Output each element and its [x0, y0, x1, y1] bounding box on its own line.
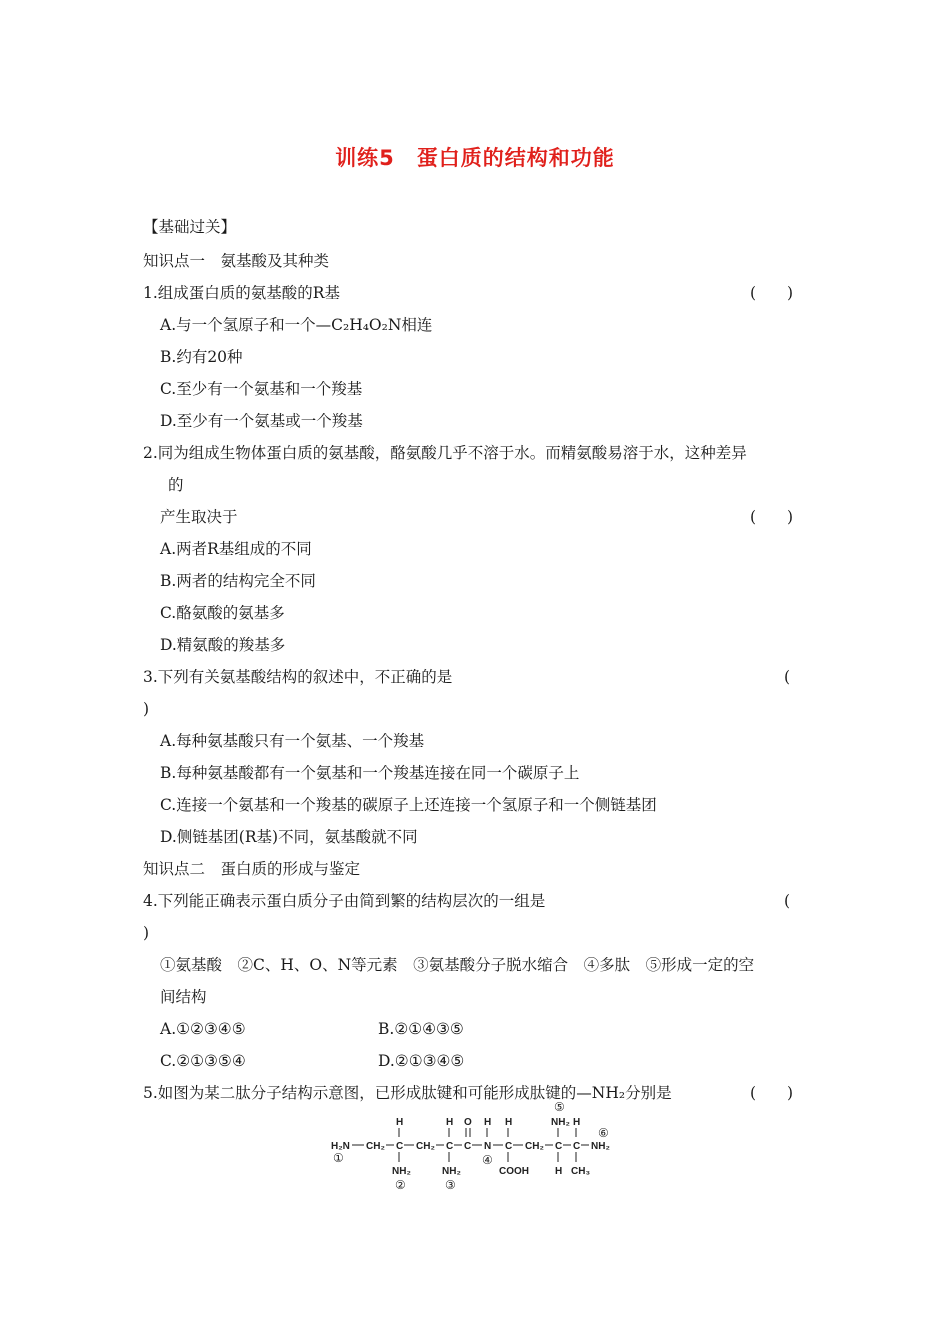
question-3-stem: 3.下列有关氨基酸结构的叙述中，不正确的是 — [143, 668, 453, 686]
question-2-stem-line2: 的 — [168, 476, 184, 494]
question-4-items-line1: ①氨基酸 ②C、H、O、N等元素 ③氨基酸分子脱水缩合 ④多肽 ⑤形成一定的空 — [160, 956, 755, 974]
diagram-c5: C — [555, 1141, 563, 1152]
question-2-option-d: D.精氨酸的羧基多 — [160, 636, 286, 654]
diagram-h-top-5: H — [573, 1117, 581, 1128]
dipeptide-structure-diagram — [325, 1100, 625, 1196]
question-1-option-a: A.与一个氢原子和一个—C₂H₄O₂N相连 — [160, 316, 433, 334]
diagram-h-top-3: H — [484, 1117, 492, 1128]
question-3-option-c: C.连接一个氨基和一个羧基的碳原子上还连接一个氢原子和一个侧链基团 — [160, 796, 657, 814]
diagram-marker-3: ③ — [445, 1178, 456, 1192]
diagram-ch3: CH₃ — [571, 1166, 591, 1177]
question-1-option-c: C.至少有一个氨基和一个羧基 — [160, 380, 363, 398]
question-4-option-c: C.②①③⑤④ — [160, 1052, 246, 1070]
question-4-option-b: B.②①④③⑤ — [378, 1020, 464, 1038]
question-4-option-d: D.②①③④⑤ — [378, 1052, 465, 1070]
question-3-option-b: B.每种氨基酸都有一个氨基和一个羧基连接在同一个碳原子上 — [160, 764, 580, 782]
question-2-stem-line1: 2.同为组成生物体蛋白质的氨基酸，酪氨酸几乎不溶于水。而精氨酸易溶于水，这种差异 — [143, 444, 747, 462]
diagram-marker-4: ④ — [482, 1153, 493, 1167]
diagram-marker-5: ⑤ — [554, 1100, 565, 1114]
question-5-answer-bracket: ( ) — [750, 1084, 794, 1102]
diagram-nh2-right: NH₂ — [591, 1141, 610, 1152]
diagram-h-top-1: H — [396, 1117, 404, 1128]
diagram-nh2-bottom-2: NH₂ — [442, 1166, 461, 1177]
diagram-ch2-a: CH₂ — [366, 1141, 385, 1152]
diagram-marker-6: ⑥ — [598, 1126, 609, 1140]
question-3-bracket-open: ( — [784, 668, 791, 686]
question-4-stem: 4.下列能正确表示蛋白质分子由简到繁的结构层次的一组是 — [143, 892, 546, 910]
question-1-answer-bracket: ( ) — [750, 284, 794, 302]
diagram-c2: C — [446, 1141, 454, 1152]
diagram-ch2-b: CH₂ — [416, 1141, 435, 1152]
question-4-items-line2: 间结构 — [160, 988, 207, 1006]
diagram-c6: C — [573, 1141, 581, 1152]
diagram-nh2-top: NH₂ — [551, 1117, 570, 1128]
section-header: 【基础过关】 — [143, 218, 237, 236]
diagram-c3: C — [464, 1141, 472, 1152]
question-2-option-c: C.酪氨酸的氨基多 — [160, 604, 285, 622]
question-1-stem: 1.组成蛋白质的氨基酸的R基 — [143, 284, 340, 302]
diagram-marker-2: ② — [395, 1178, 406, 1192]
question-2-answer-bracket: ( ) — [750, 508, 794, 526]
question-4-bracket-close: ) — [143, 924, 150, 942]
diagram-c1: C — [396, 1141, 404, 1152]
diagram-h-top-2: H — [446, 1117, 454, 1128]
question-3-option-a: A.每种氨基酸只有一个氨基、一个羧基 — [160, 732, 425, 750]
diagram-o-top: O — [464, 1117, 472, 1128]
question-1-option-b: B.约有20种 — [160, 348, 243, 366]
knowledge-point-1: 知识点一 氨基酸及其种类 — [143, 252, 330, 270]
question-3-option-d: D.侧链基团(R基)不同，氨基酸就不同 — [160, 828, 418, 846]
diagram-cooh: COOH — [499, 1166, 529, 1177]
question-2-option-b: B.两者的结构完全不同 — [160, 572, 316, 590]
question-2-option-a: A.两者R基组成的不同 — [160, 540, 312, 558]
page-title: 训练5 蛋白质的结构和功能 — [335, 146, 615, 170]
diagram-c4: C — [505, 1141, 513, 1152]
diagram-h-bottom: H — [555, 1166, 563, 1177]
question-4-option-a: A.①②③④⑤ — [160, 1020, 246, 1038]
question-4-bracket-open: ( — [784, 892, 791, 910]
diagram-h-top-4: H — [505, 1117, 513, 1128]
question-5-stem: 5.如图为某二肽分子结构示意图，已形成肽键和可能形成肽键的—NH₂分别是 — [143, 1084, 672, 1102]
question-2-stem-line3: 产生取决于 — [160, 508, 238, 526]
diagram-n: N — [484, 1141, 492, 1152]
diagram-nh2-bottom-1: NH₂ — [392, 1166, 411, 1177]
diagram-ch2-c: CH₂ — [525, 1141, 544, 1152]
knowledge-point-2: 知识点二 蛋白质的形成与鉴定 — [143, 860, 361, 878]
question-1-option-d: D.至少有一个氨基或一个羧基 — [160, 412, 363, 430]
diagram-h2n: H₂N — [331, 1141, 350, 1152]
question-3-bracket-close: ) — [143, 700, 150, 718]
diagram-marker-1: ① — [333, 1151, 344, 1165]
